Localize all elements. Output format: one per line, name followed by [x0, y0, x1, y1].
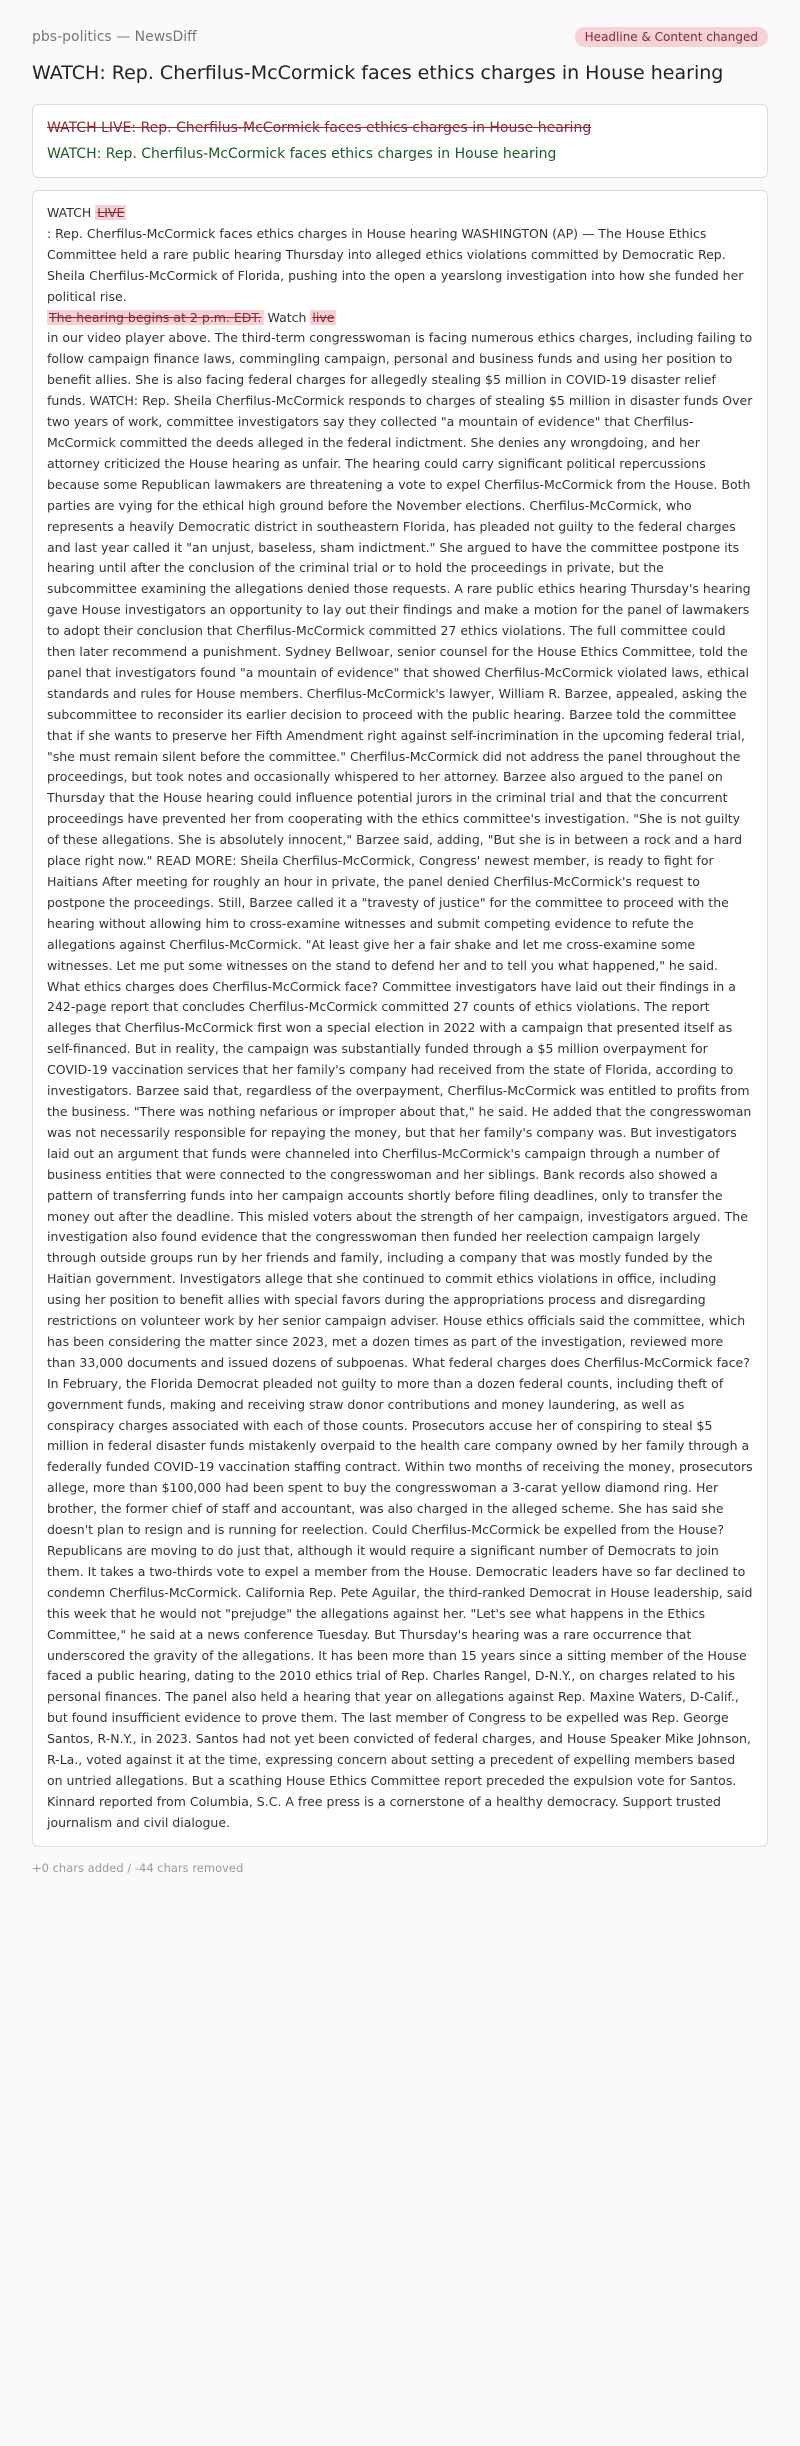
diff-stats: +0 chars added / -44 chars removed	[32, 1860, 244, 1875]
body-text-segment: : Rep. Cherfilus-McCormick faces ethics charges in House hearing WASHINGTON (AP) — The House Ethics Committee held a rare public hearing Thursday into alleged ethics violations committed by Democratic Rep. Sheila Cherfilus-McCormick of Florida, pushing into the open a yearslong investigation into how she funded her political rise.	[47, 225, 744, 304]
source-label: pbs-politics — NewsDiff	[32, 29, 197, 45]
new-headline: WATCH: Rep. Cherfilus-McCormick faces ethics charges in House hearing	[47, 146, 557, 162]
removed-text: The hearing begins at 2 p.m. EDT.	[49, 309, 262, 325]
old-headline: WATCH LIVE: Rep. Cherfilus-McCormick faces ethics charges in House hearing	[47, 120, 592, 136]
body-text-segment: WATCH	[47, 205, 96, 220]
removed-text: live	[312, 309, 335, 325]
body-text-segment: Watch	[263, 309, 311, 325]
change-status-badge: Headline & Content changed	[575, 27, 768, 47]
removed-text: LIVE	[97, 205, 125, 220]
body-text-segment: in our video player above. The third-term congresswoman is facing numerous ethics charges, including failing to follow campaign finance laws, commingling campaign, personal and business funds and using her position to benefit allies. She is also facing federal charges for allegedly stealing $5 million in COVID-19 disaster relief funds. WATCH: Rep. Sheila Cherfilus-McCormick responds to charges of stealing $5 million in disaster funds Over two years of work, committee investigators say they collected "a mountain of evidence" that Cherfilus-McCormick committed the deeds alleged in the federal indictment. She denies any wrongdoing, and her attorney criticized the House hearing as unfair. The hearing could carry significant political repercussions because some Republican lawmakers are threatening a vote to expel Cherfilus-McCormick from the House. Both parties are vying for the ethical high ground before the November elections. Cherfilus-McCormick, who represents a heavily Democratic district in southeastern Florida, has pleaded not guilty to the federal charges and last year called it "an unjust, baseless, sham indictment." She argued to have the committee postpone its hearing until after the conclusion of the criminal trial or to hold the proceedings in private, but the subcommittee examining the allegations denied those requests. A rare public ethics hearing Thursday's hearing gave House investigators an opportunity to lay out their findings and make a motion for the panel of lawmakers to adopt their conclusion that Cherfilus-McCormick committed 27 ethics violations. The full committee could then later recommend a punishment. Sydney Bellwoar, senior counsel for the House Ethics Committee, told the panel that investigators found "a mountain of evidence" that showed Cherfilus-McCormick violated laws, ethical standards and rules for House members. Cherfilus-McCormick's lawyer, William R. Barzee, appealed, asking the subcommittee to reconsider its earlier decision to proceed with the public hearing. Barzee told the committee that if she wants to preserve her Fifth Amendment right against self-incrimination in the upcoming federal trial, "she must remain silent before the committee." Cherfilus-McCormick did not address the panel throughout the proceedings, but took notes and occasionally whispered to her attorney. Barzee also argued to the panel on Thursday that the House hearing could influence potential jurors in the criminal trial and that the concurrent proceedings have prevented her from cooperating with the ethics committee's investigation. "She is not guilty of these allegations. She is absolutely innocent," Barzee said, adding, "But she is in between a rock and a hard place right now." READ MORE: Sheila Cherfilus-McCormick, Congress' newest member, is ready to fight for Haitians After meeting for roughly an hour in private, the panel denied Cherfilus-McCormick's request to postpone the proceedings. Still, Barzee called it a "travesty of justice" for the committee to proceed with the hearing without allowing him to cross-examine witnesses and submit competing evidence to refute the allegations against Cherfilus-McCormick. "At least give her a fair shake and let me cross-examine some witnesses. Let me put some witnesses on the stand to defend her and to tell you what happened," he said. What ethics charges does Cherfilus-McCormick face? Committee investigators have laid out their findings in a 242-page report that concludes Cherfilus-McCormick committed 27 counts of ethics violations. The report alleges that Cherfilus-McCormick first won a special election in 2022 with a campaign that presented itself as self-financed. But in reality, the campaign was substantially funded through a $5 million overpayment for COVID-19 vaccination services that her family's company had received from the state of Florida, according to investigators. Barzee said that, regardless of the overpayment, Cherfilus-McCormick was entitled to profits from the business. "There was nothing nefarious or improper about that," he said. He added that the congresswoman was not necessarily responsible for repaying the money, but that her family's company was. But investigators laid out an argument that funds were channeled into Cherfilus-McCormick's campaign through a number of business entities that were connected to the congresswoman and her siblings. Bank records also showed a pattern of transferring funds into her campaign accounts shortly before filing deadlines, only to transfer the money out after the deadline. This misled voters about the strength of her campaign, investigators argued. The investigation also found evidence that the congresswoman then funded her reelection campaign largely through outside groups run by her friends and family, including a company that was mostly funded by the Haitian government. Investigators allege that she continued to commit ethics violations in office, including using her position to benefit allies with special favors during the appropriations process and disregarding restrictions on volunteer work by her senior campaign adviser. House ethics officials said the committee, which has been considering the matter since 2023, met a dozen times as part of the investigation, reviewed more than 33,000 documents and issued dozens of subpoenas. What federal charges does Cherfilus-McCormick face? In February, the Florida Democrat pleaded not guilty to more than a dozen federal counts, including theft of government funds, making and receiving straw donor contributions and money laundering, as well as conspiracy charges associated with each of those counts. Prosecutors accuse her of conspiring to steal $5 million in federal disaster funds mistakenly overpaid to the health care company owned by her family through a federally funded COVID-19 vaccination staffing contract. Within two months of receiving the money, prosecutors allege, more than $100,000 had been spent to buy the congresswoman a 3-carat yellow diamond ring. Her brother, the former chief of staff and accountant, was also charged in the alleged scheme. She has said she doesn't plan to resign and is running for reelection. Could Cherfilus-McCormick be expelled from the House? Republicans are moving to do just that, although it would require a significant number of Democrats to join them. It takes a two-thirds vote to expel a member from the House. Democratic leaders have so far declined to condemn Cherfilus-McCormick. California Rep. Pete Aguilar, the third-ranked Democrat in House leadership, said this week that he would not "prejudge" the allegations against her. "Let's see what happens in the Ethics Committee," he said at a news conference Tuesday. But Thursday's hearing was a rare occurrence that underscored the gravity of the allegations. It has been more than 15 years since a sitting member of the House faced a public hearing, dating to the 2010 ethics trial of Rep. Charles Rangel, D-N.Y., on charges related to his personal finances. The panel also held a hearing that year on allegations against Rep. Maxine Waters, D-Calif., but found insufficient evidence to prove them. The last member of Congress to be expelled was Rep. George Santos, R-N.Y., in 2023. Santos had not yet been convicted of federal charges, and House Speaker Mike Johnson, R-La., voted against it at the time, expressing concern about setting a precedent of expelling members based on untried allegations. But a scathing House Ethics Committee report preceded the expulsion vote for Santos. Kinnard reported from Columbia, S.C. A free press is a cornerstone of a healthy democracy. Support trusted journalism and civil dialogue.	[47, 330, 753, 1830]
top-bar	[32, 26, 768, 48]
page-title: WATCH: Rep. Cherfilus-McCormick faces ethics charges in House hearing	[32, 62, 724, 84]
body-diff-card	[32, 190, 768, 1847]
headline-diff-card	[32, 104, 768, 178]
